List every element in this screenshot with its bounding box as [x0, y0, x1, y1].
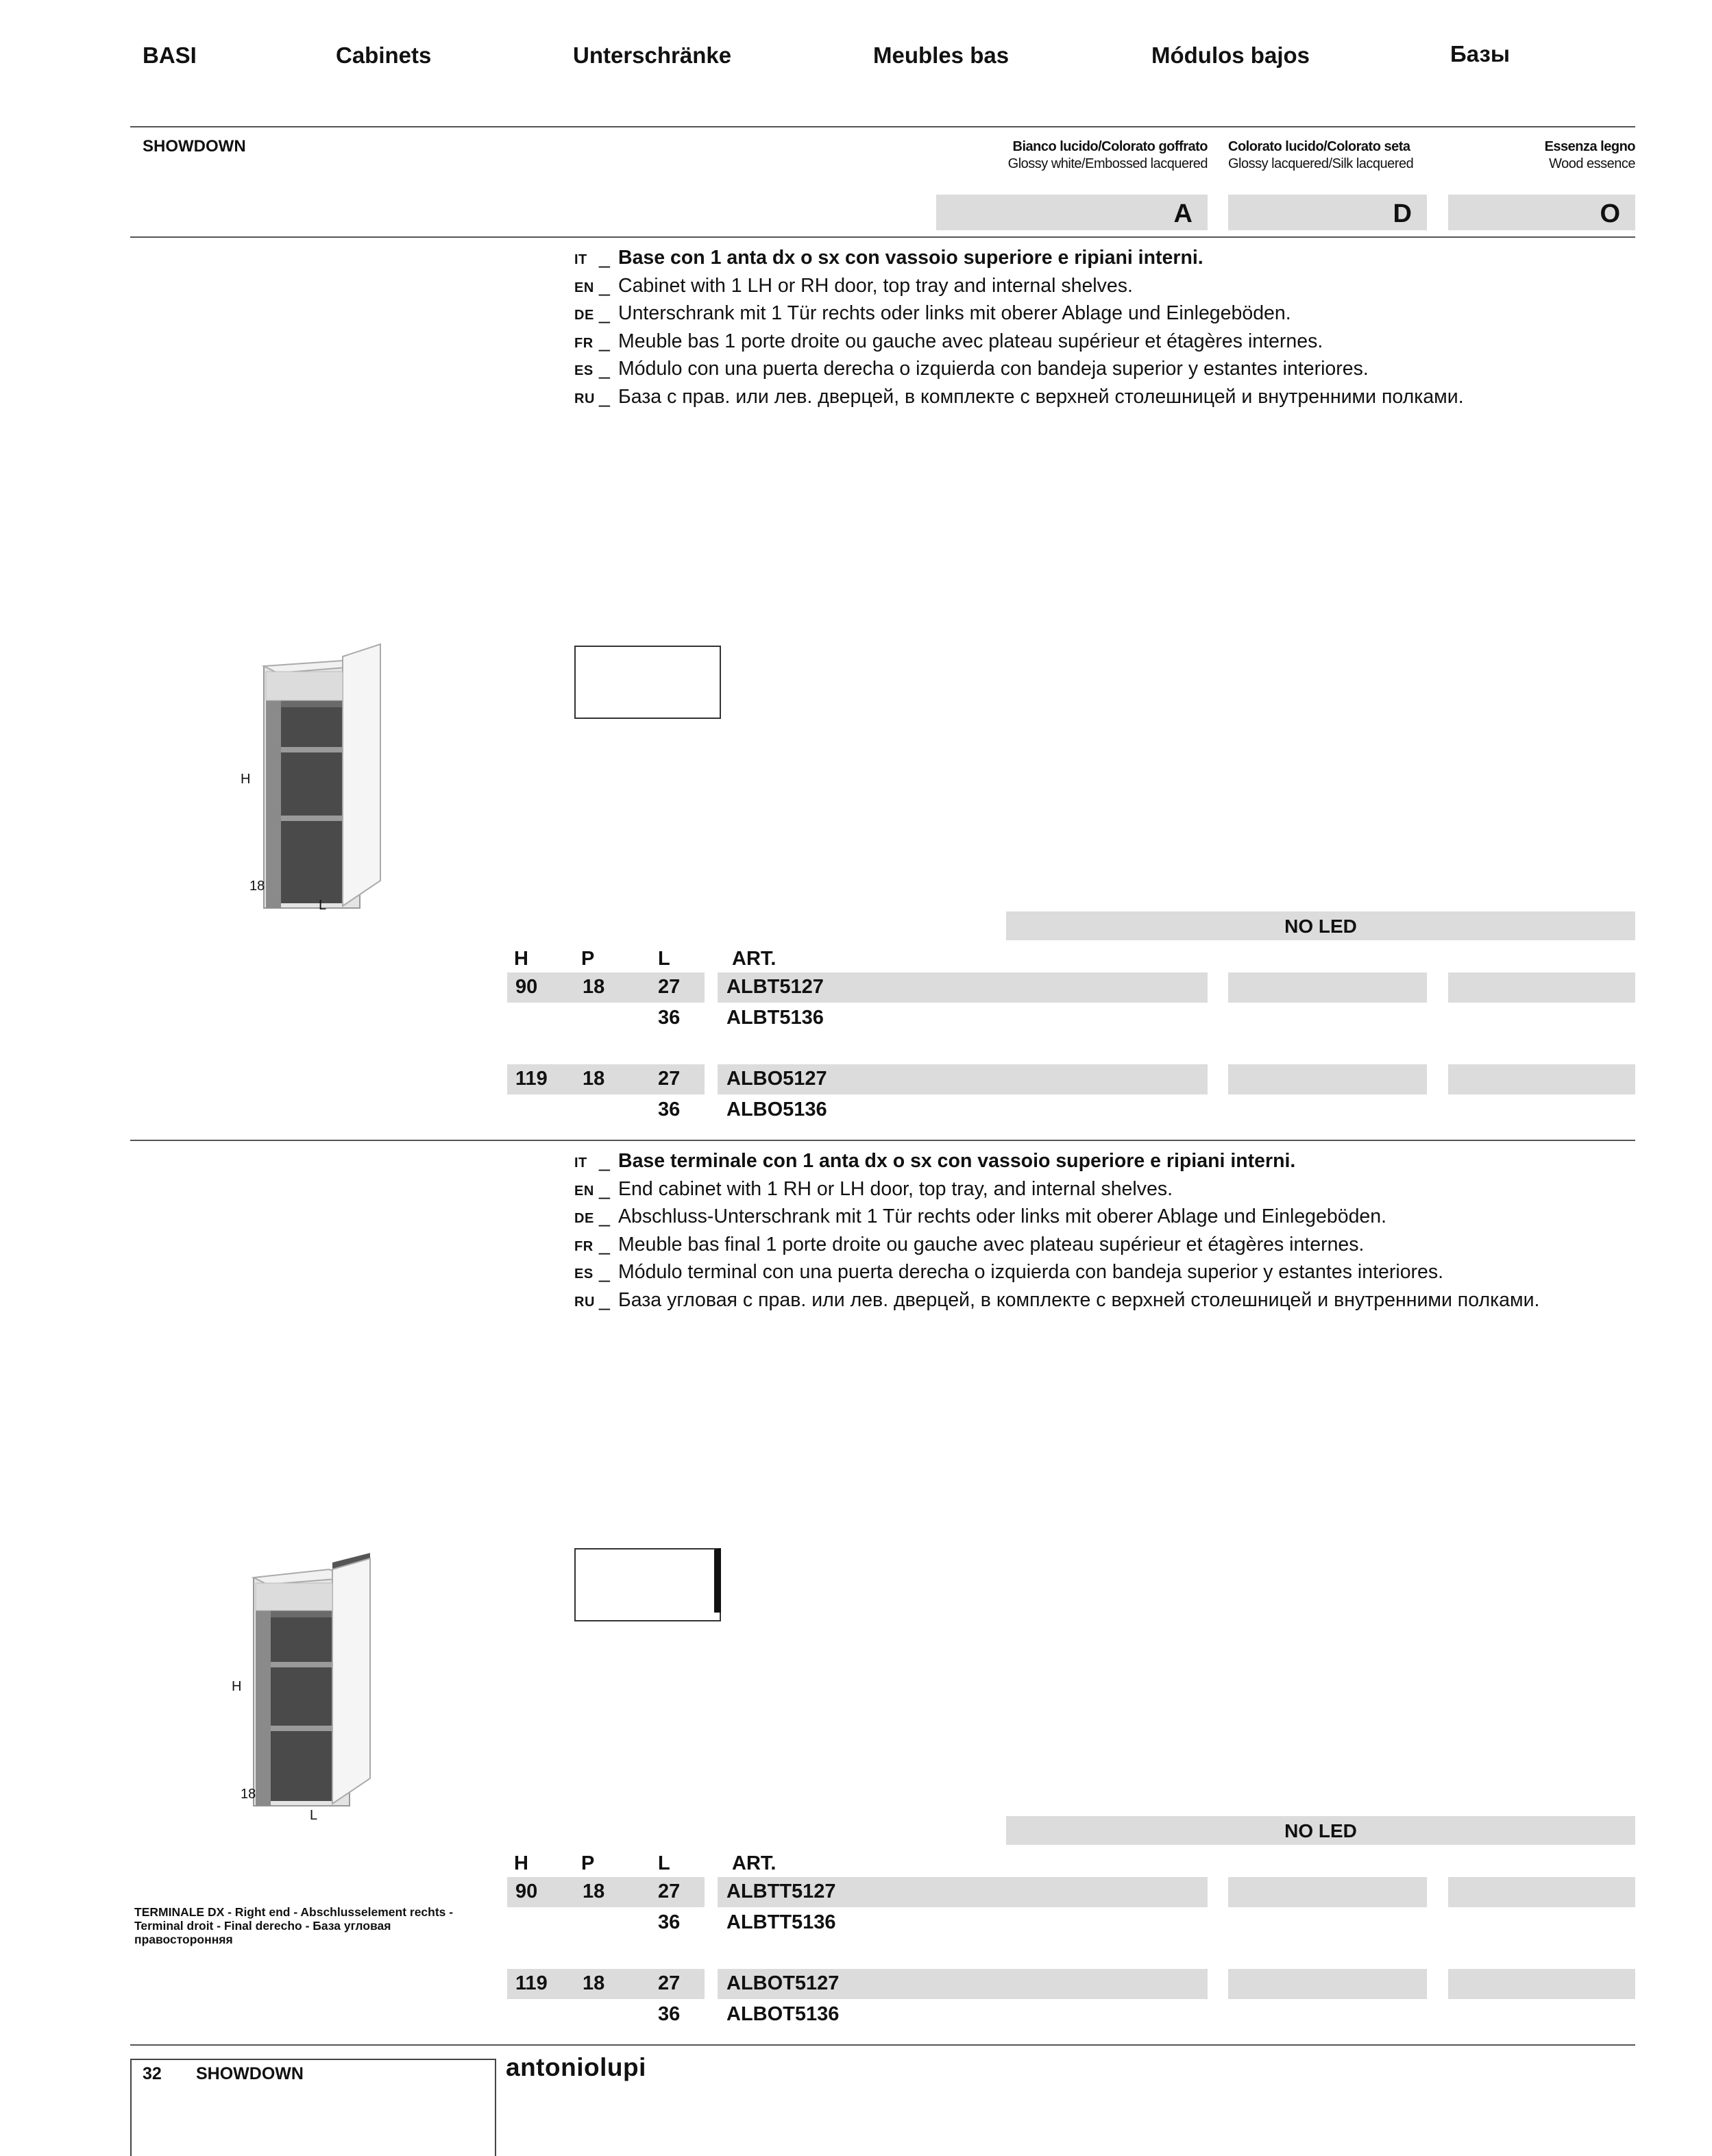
- noled-header: NO LED: [1006, 1816, 1635, 1845]
- finish-header-d: [1228, 139, 1426, 172]
- cell-art: ALBOT5136: [726, 2003, 840, 2025]
- price-cell-o: [1448, 1969, 1635, 1999]
- page-number: 32: [143, 2064, 162, 2083]
- column-header-l: L: [658, 948, 670, 970]
- brand-logo: antoniolupi: [506, 2053, 646, 2081]
- header-title-fr: Meubles bas: [873, 42, 1010, 68]
- price-cell-o: [1448, 1064, 1635, 1094]
- finish-name-en: Wood essence: [1549, 156, 1635, 171]
- cell-art: ALBT5127: [726, 976, 824, 998]
- dimension-label-l: L: [310, 1808, 318, 1823]
- cell-h: 119: [515, 1068, 548, 1090]
- dimension-label-p: 18: [241, 1787, 256, 1802]
- description-block: [574, 1150, 1539, 1316]
- plan-view-tray: [574, 710, 721, 719]
- finish-name-it: Colorato lucido/Colorato seta: [1228, 139, 1410, 154]
- column-header-h: H: [514, 1852, 528, 1874]
- price-cell-o: [1448, 1877, 1635, 1907]
- footer-box: [130, 2059, 496, 2156]
- finish-header-o: [1446, 139, 1635, 172]
- cell-l: 36: [658, 2003, 681, 2025]
- column-header-p: P: [581, 948, 595, 970]
- price-cell-d: [1228, 972, 1427, 1003]
- header-title-ru: Базы: [1450, 41, 1511, 66]
- cell-h: 119: [515, 1972, 548, 1994]
- description-line-en: EN _ Cabinet with 1 LH or RH door, top tray and internal shelves.: [574, 274, 1133, 297]
- header-title-de: Unterschränke: [573, 42, 732, 68]
- description-line-ru: RU _ База с прав. или лев. дверцей, в комплекте с верхней столешницей и внутренними полками.: [574, 385, 1464, 408]
- cell-art: ALBTT5127: [726, 1881, 836, 1902]
- price-cell-o: [1448, 972, 1635, 1003]
- cell-l: 36: [658, 1099, 681, 1120]
- finish-name-it: Bianco lucido/Colorato goffrato: [1012, 139, 1208, 154]
- cell-l: 27: [658, 1972, 681, 1994]
- cell-l: 27: [658, 976, 681, 998]
- cell-art: ALBOT5127: [726, 1972, 840, 1994]
- header-title-es: Módulos bajos: [1151, 42, 1310, 68]
- finish-name-en: Glossy white/Embossed lacquered: [1007, 156, 1208, 171]
- description-line-es: ES _ Módulo con una puerta derecha o izquierda con bandeja superior y estantes interiores.: [574, 358, 1369, 380]
- noled-header: NO LED: [1006, 911, 1635, 940]
- finish-name-it: Essenza legno: [1544, 139, 1635, 154]
- cell-art: ALBO5127: [726, 1068, 827, 1090]
- finish-code-a: A: [936, 195, 1208, 230]
- dimension-label-l: L: [319, 898, 327, 913]
- column-header-l: L: [658, 1852, 670, 1874]
- description-line-fr: FR _ Meuble bas final 1 porte droite ou gauche avec plateau supérieur et étagères internes.: [574, 1233, 1365, 1255]
- description-line-en: EN _ End cabinet with 1 RH or LH door, top tray, and internal shelves.: [574, 1177, 1173, 1200]
- cell-art: ALBTT5136: [726, 1911, 836, 1933]
- finish-name-en: Glossy lacquered/Silk lacquered: [1228, 156, 1414, 171]
- finish-code-d: D: [1228, 195, 1427, 230]
- header-title-it: BASI: [143, 42, 197, 68]
- dimension-label-h: H: [232, 1679, 242, 1694]
- price-cell-d: [1228, 1064, 1427, 1094]
- cell-l: 36: [658, 1007, 681, 1029]
- column-header-p: P: [581, 1852, 595, 1874]
- cell-art: ALBO5136: [726, 1099, 827, 1120]
- description-line-de: DE _ Abschluss-Unterschrank mit 1 Tür rechts oder links mit oberer Ablage und Einlegeböden.: [574, 1205, 1387, 1227]
- cell-p: 18: [583, 1068, 605, 1090]
- description-line-fr: FR _ Meuble bas 1 porte droite ou gauche avec plateau supérieur et étagères internes.: [574, 330, 1323, 352]
- description-line-ru: RU _ База угловая с прав. или лев. дверцей, в комплекте с верхней столешницей и внутренними полками.: [574, 1288, 1540, 1311]
- cell-h: 90: [515, 976, 538, 998]
- cell-l: 36: [658, 1911, 681, 1933]
- finish-code-o: O: [1448, 195, 1635, 230]
- cell-p: 18: [583, 1881, 605, 1902]
- description-line-it: IT _ Base terminale con 1 anta dx o sx con vassoio superiore e ripiani interni.: [574, 1150, 1296, 1172]
- finish-header-a: [936, 139, 1208, 172]
- cell-p: 18: [583, 1972, 605, 1994]
- plan-view-tray: [574, 1613, 721, 1621]
- header-title-en: Cabinets: [336, 42, 432, 68]
- cell-p: 18: [583, 976, 605, 998]
- column-header-art: ART.: [732, 948, 776, 970]
- price-cell-d: [1228, 1877, 1427, 1907]
- divider: [130, 1140, 1635, 1141]
- column-header-h: H: [514, 948, 528, 970]
- divider: [130, 2044, 1635, 2046]
- cell-l: 27: [658, 1881, 681, 1902]
- footer-collection: SHOWDOWN: [196, 2064, 304, 2083]
- cell-h: 90: [515, 1881, 538, 1902]
- cell-l: 27: [658, 1068, 681, 1090]
- divider: [130, 126, 1635, 127]
- cell-art: ALBT5136: [726, 1007, 824, 1029]
- column-header-art: ART.: [732, 1852, 776, 1874]
- collection-name: SHOWDOWN: [143, 137, 246, 156]
- dimension-label-h: H: [241, 772, 251, 787]
- illustration-caption: TERMINALE DX - Right end - Abschlusselement rechts - Terminal droit - Final derecho - База угловая правосторонняя: [134, 1905, 454, 1946]
- plan-view-diagram: [574, 1548, 721, 1614]
- dimension-label-p: 18: [249, 879, 265, 894]
- description-line-es: ES _ Módulo terminal con una puerta derecha o izquierda con bandeja superior y estantes interiores.: [574, 1261, 1444, 1283]
- description-block: [574, 247, 1464, 413]
- description-line-it: IT _ Base con 1 anta dx o sx con vassoio superiore e ripiani interni.: [574, 247, 1203, 269]
- price-cell-d: [1228, 1969, 1427, 1999]
- plan-view-diagram: [574, 646, 721, 711]
- description-line-de: DE _ Unterschrank mit 1 Tür rechts oder links mit oberer Ablage und Einlegeböden.: [574, 302, 1291, 324]
- divider: [130, 236, 1635, 238]
